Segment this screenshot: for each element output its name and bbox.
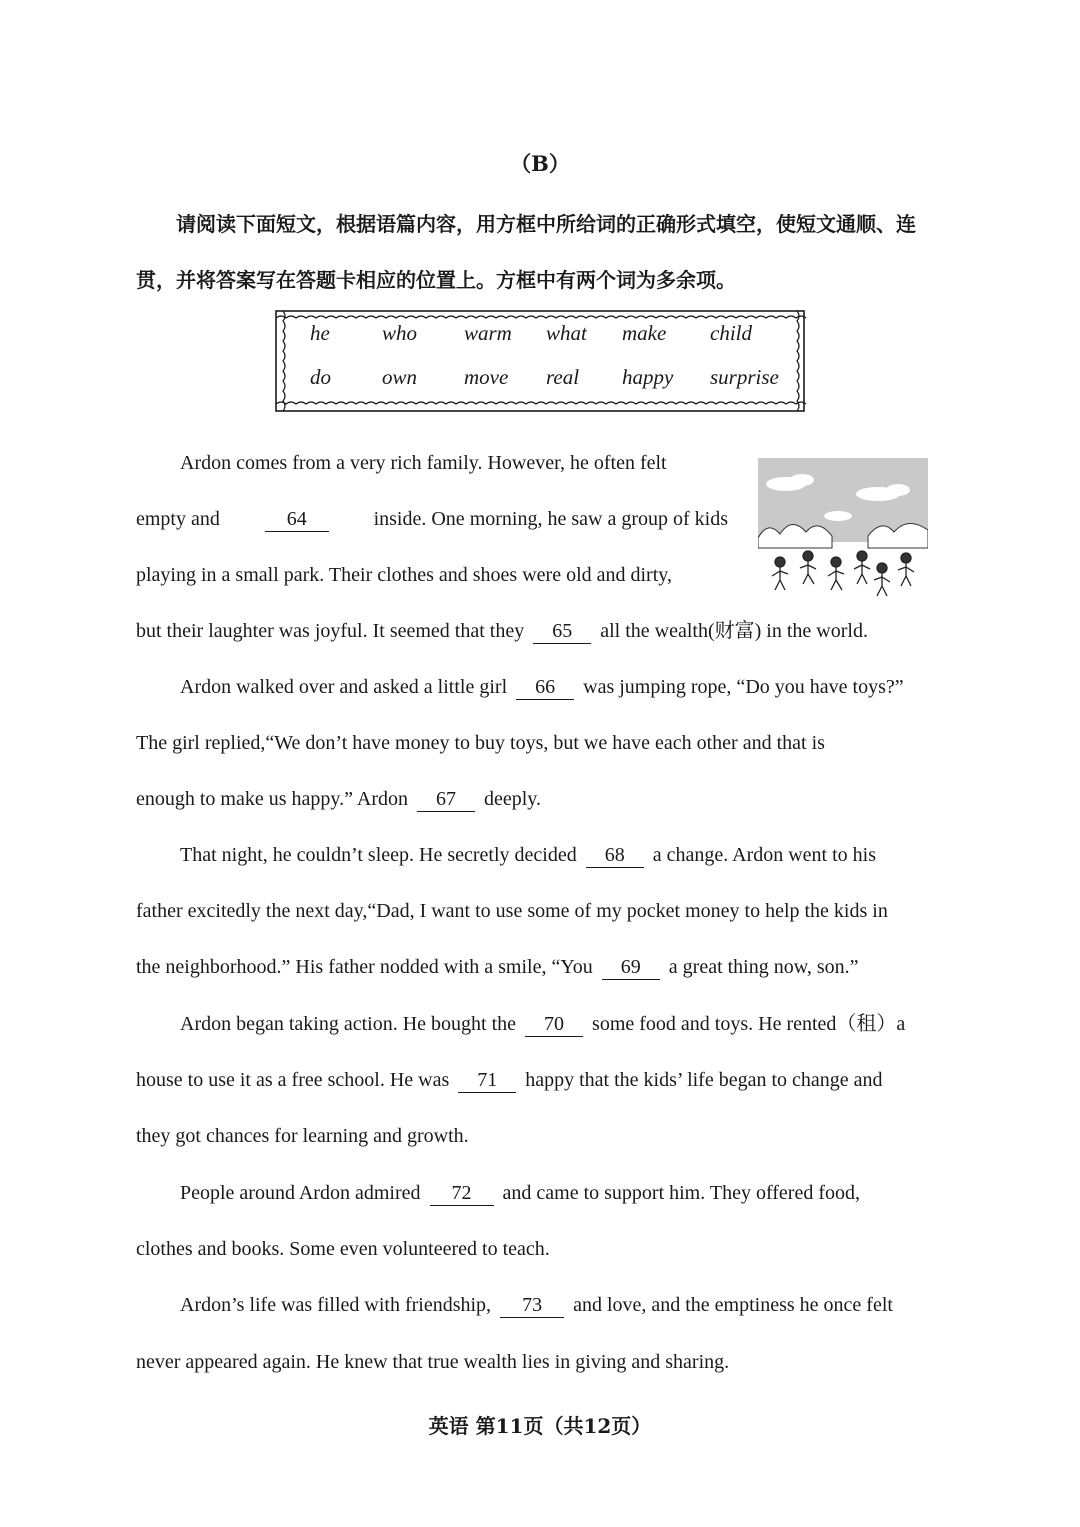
word-bank-item: he: [310, 321, 330, 345]
blank-66[interactable]: 66: [516, 675, 574, 700]
kids-playing-illustration: [758, 458, 928, 606]
passage-text: never appeared again. He knew that true wealth lies in giving and sharing.: [136, 1351, 730, 1373]
passage-text: father excitedly the next day,“Dad, I want to use some of my pocket money to help the kids in: [136, 900, 888, 922]
passage-text: was jumping rope, “Do you have toys?”: [583, 676, 904, 698]
passage-line: [136, 616, 936, 646]
passage-text: inside. One morning, he saw a group of kids: [373, 508, 728, 530]
blank-71[interactable]: 71: [458, 1068, 516, 1093]
passage-text: some food and toys. He rented（租）a: [592, 1013, 906, 1035]
passage-text: they got chances for learning and growth.: [136, 1125, 469, 1147]
word-bank-item: child: [710, 321, 752, 345]
passage-text: and love, and the emptiness he once felt: [573, 1294, 893, 1316]
passage-line: [136, 504, 728, 534]
passage-text: happy that the kids’ life began to change and: [525, 1069, 883, 1091]
word-bank-item: who: [382, 321, 418, 345]
passage-text: playing in a small park. Their clothes and shoes were old and dirty,: [136, 564, 672, 586]
passage-line: [136, 952, 859, 982]
passage-text: all the wealth(财富) in the world.: [600, 620, 868, 642]
blank-69[interactable]: 69: [602, 955, 660, 980]
passage-line: [136, 1347, 729, 1377]
passage-text: Ardon began taking action. He bought the: [180, 1013, 517, 1035]
section-label: （B）: [510, 151, 570, 176]
passage-text: but their laughter was joyful. It seemed that they: [136, 620, 525, 642]
passage-line: [180, 840, 876, 870]
blank-65[interactable]: 65: [533, 619, 591, 644]
passage-text: a change. Ardon went to his: [652, 844, 876, 866]
word-bank-item: do: [310, 365, 331, 389]
passage-line: [180, 1290, 893, 1320]
passage-text: The girl replied,“We don’t have money to buy toys, but we have each other and that is: [136, 732, 825, 754]
passage-line: [136, 896, 888, 926]
blank-70[interactable]: 70: [525, 1012, 583, 1037]
passage-line: [136, 1121, 469, 1151]
passage-line: [180, 448, 728, 478]
blank-67[interactable]: 67: [417, 787, 475, 812]
passage-line: [180, 1178, 860, 1208]
page-footer: 英语 第11页（共12页）: [428, 1414, 652, 1438]
word-bank-item: own: [382, 365, 418, 389]
blank-68[interactable]: 68: [586, 843, 644, 868]
border-ornament: [276, 316, 806, 318]
passage-text: the neighborhood.” His father nodded with a smile, “You: [136, 956, 593, 978]
passage-line: [136, 1234, 550, 1264]
blank-73[interactable]: 73: [500, 1293, 564, 1318]
border-ornament: [276, 402, 806, 404]
passage-text: Ardon comes from a very rich family. However, he often felt: [180, 452, 667, 474]
word-bank-item: real: [546, 365, 580, 389]
word-bank-grid: [272, 319, 846, 391]
passage-text: a great thing now, son.”: [668, 956, 859, 978]
passage-text: Ardon’s life was filled with friendship,: [180, 1294, 492, 1316]
passage-text: deeply.: [483, 788, 541, 810]
passage-line: [136, 728, 962, 758]
passage-line: [136, 560, 728, 590]
passage-text: and came to support him. They offered food,: [502, 1182, 860, 1204]
passage-text: clothes and books. Some even volunteered to teach.: [136, 1238, 550, 1260]
passage-text: empty and: [136, 508, 220, 530]
passage-line: [180, 1009, 905, 1039]
word-bank-item: make: [622, 321, 667, 345]
passage-text: People around Ardon admired: [180, 1182, 421, 1204]
word-bank-item: surprise: [710, 365, 779, 389]
word-bank-box: [272, 307, 808, 415]
word-bank-item: happy: [622, 365, 674, 389]
passage-line: [136, 784, 541, 814]
word-bank-item: warm: [464, 321, 512, 345]
blank-72[interactable]: 72: [430, 1181, 494, 1206]
passage-text: house to use it as a free school. He was: [136, 1069, 450, 1091]
passage-text: enough to make us happy.” Ardon: [136, 788, 408, 810]
passage-text: Ardon walked over and asked a little girl: [180, 676, 508, 698]
word-bank-item: what: [546, 321, 587, 345]
word-bank-item: move: [464, 365, 509, 389]
passage-line: [180, 672, 904, 702]
passage-text: That night, he couldn’t sleep. He secretly decided: [180, 844, 577, 866]
passage-line: [136, 1065, 883, 1095]
blank-64[interactable]: 64: [265, 507, 329, 532]
instruction-text: 请阅读下面短文，根据语篇内容，用方框中所给词的正确形式填空，使短文通顺、连贯，并将答案写在答题卡相应的位置上。方框中有两个词为多余项。: [136, 212, 916, 292]
